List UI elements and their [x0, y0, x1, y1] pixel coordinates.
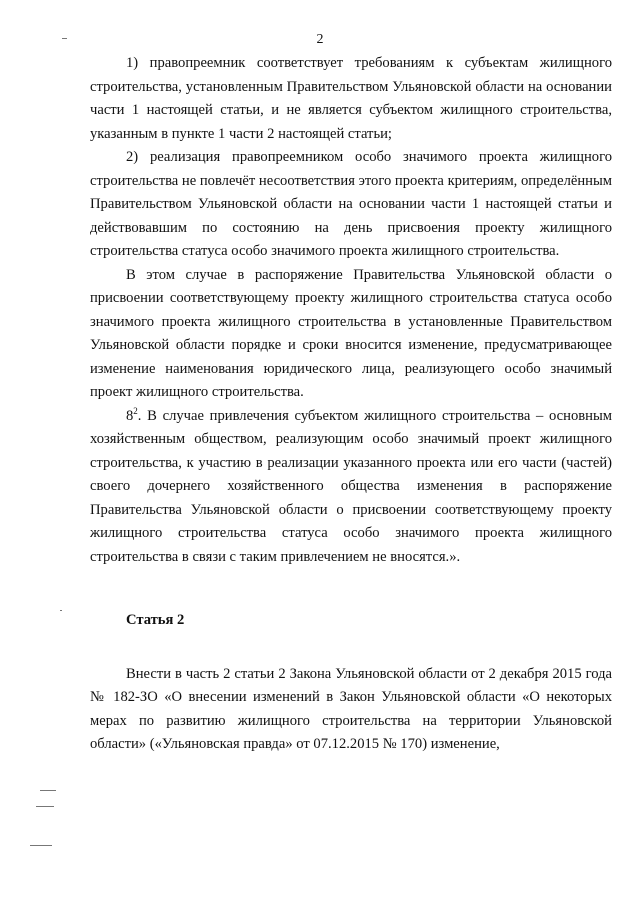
scan-speck: [62, 38, 67, 39]
part-superscript: 2: [133, 405, 138, 416]
page-number: 2: [316, 32, 324, 47]
part-number: 8: [126, 407, 134, 424]
part-text: . В случае привлечения субъектом жилищного строительства – основным хозяйственным обществом, реализующим особо значимый проект жилищного строительства, к участию в реализации указанного проекта или его части (частей) своего дочернего хозяйственного общества изменения в распоряжение Правительства Ульяновской области о присвоении соответствующему проекту жилищного строительства статуса особо значимого проекта жилищного строительства в связи с таким привлечением не вносятся.».: [90, 407, 612, 565]
scan-speck: [36, 806, 54, 807]
paragraph-item-2: 2) реализация правопреемником особо значимого проекта жилищного строительства не повлечёт несоответствия этого проекта критериям, определённым Правительством Ульяновской области на основании части 1 настоящей статьи и действовавшим по состоянию на день присвоения проекту жилищного строительства статуса особо значимого проекта жилищного строительства.: [90, 149, 612, 259]
scan-speck: [30, 845, 52, 846]
document-body: [90, 52, 612, 757]
paragraph-amendment: Внести в часть 2 статьи 2 Закона Ульяновской области от 2 декабря 2015 года № 182-ЗО «О внесении изменений в Закон Ульяновской области «О некоторых мерах по развитию жилищного строительства на территории Ульяновской области» («Ульяновская правда» от 07.12.2015 № 170) изменение,: [90, 665, 612, 752]
article-heading: Статья 2: [126, 612, 185, 628]
scan-speck: [60, 610, 62, 611]
paragraph-consequence: В этом случае в распоряжение Правительства Ульяновской области о присвоении соответствующему проекту жилищного строительства статуса особо значимого проекта жилищного строительства в установленные Правительством Ульяновской области порядке и сроки вносится изменение, предусматривающее изменение наименования юридического лица, реализующего особо значимый проект жилищного строительства.: [90, 266, 612, 400]
paragraph-item-1: 1) правопреемник соответствует требованиям к субъектам жилищного строительства, установленным Правительством Ульяновской области на основании части 1 настоящей статьи, и не является субъектом жилищного строительства, указанным в пункте 1 части 2 настоящей статьи;: [90, 55, 612, 142]
heading-spacer: [90, 633, 612, 663]
scan-speck: [40, 790, 56, 791]
paragraph-part-8-2: [90, 405, 612, 570]
